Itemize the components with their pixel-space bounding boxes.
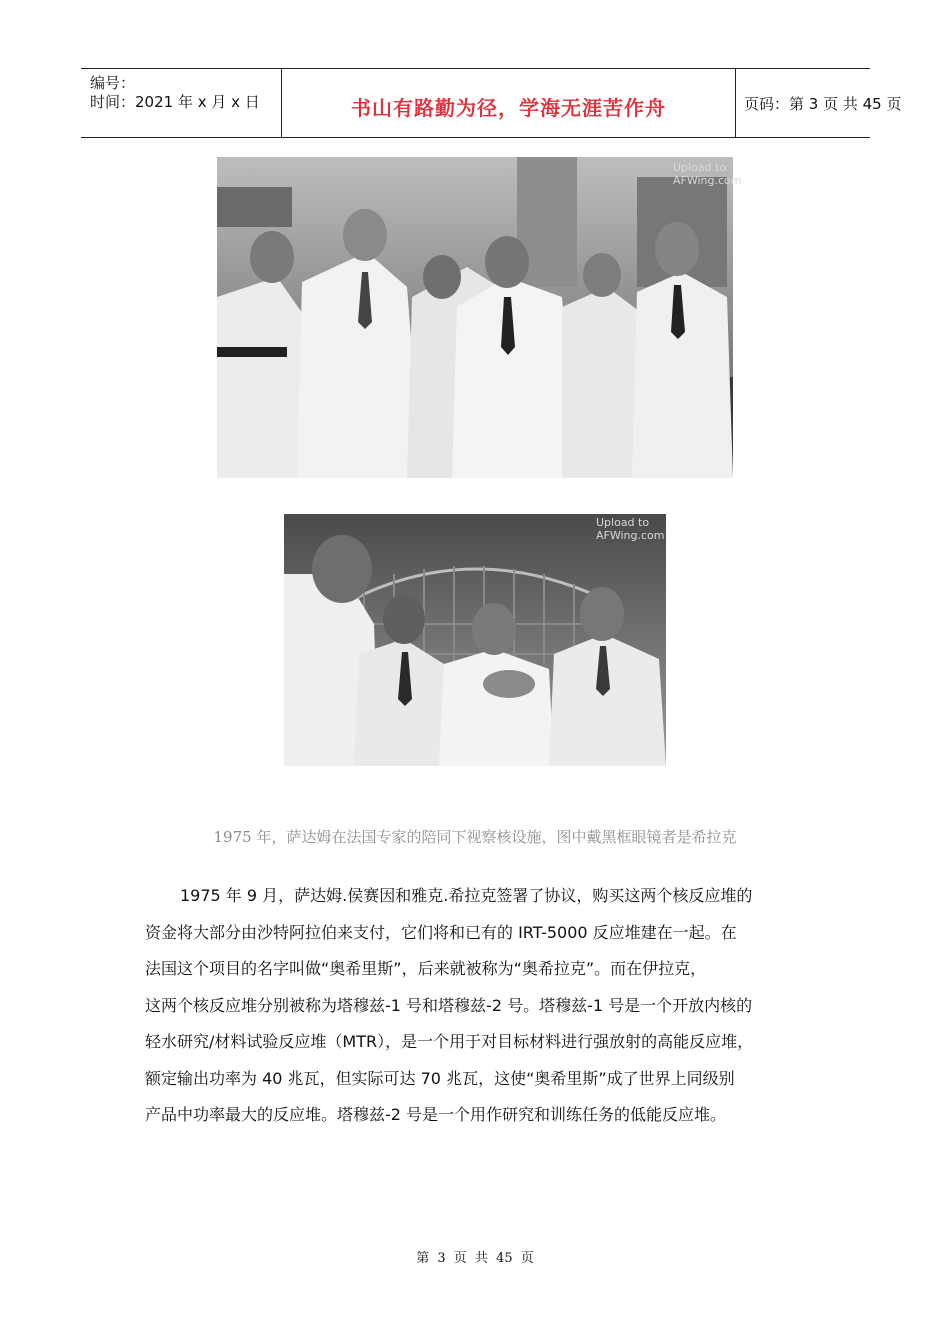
header-page-number: 页码：第 3 页 共 45 页 bbox=[744, 95, 902, 113]
header-motto: 书山有路勤为径，学海无涯苦作舟 bbox=[351, 96, 666, 120]
document-number-label: 编号： bbox=[90, 74, 136, 92]
page-footer: 第 3 页 共 45 页 bbox=[416, 1251, 534, 1266]
article-body bbox=[145, 878, 810, 1134]
photo-caption: 1975 年，萨达姆在法国专家的陪同下视察核设施，图中戴黑框眼镜者是希拉克 bbox=[213, 828, 737, 846]
body-line: 这两个核反应堆分别被称为塔穆兹-1 号和塔穆兹-2 号。塔穆兹-1 号是一个开放内核的 bbox=[145, 995, 753, 1015]
photo-inspection-group-image bbox=[217, 157, 733, 478]
document-date-label: 时间：2021 年 x 月 x 日 bbox=[90, 93, 260, 111]
header-meta-cell bbox=[81, 69, 281, 137]
header-motto-cell bbox=[281, 69, 736, 137]
body-line: 法国这个项目的名字叫做“奥希里斯”，后来就被称为“奥希拉克”。而在伊拉克， bbox=[145, 959, 707, 978]
header-page-cell bbox=[735, 69, 902, 137]
photo-reactor-visit bbox=[284, 514, 666, 766]
photo-inspection-group bbox=[217, 157, 742, 478]
document-header bbox=[81, 68, 902, 138]
body-line: 轻水研究/材料试验反应堆（MTR），是一个用于对目标材料进行强放射的高能反应堆， bbox=[145, 1032, 754, 1051]
photo-watermark: Upload to AFWing.com bbox=[596, 516, 665, 542]
body-line: 额定输出功率为 40 兆瓦，但实际可达 70 兆瓦，这使“奥希里斯”成了世界上同级别 bbox=[145, 1068, 735, 1088]
photo-reactor-visit-image bbox=[284, 514, 666, 766]
body-line: 资金将大部分由沙特阿拉伯来支付，它们将和已有的 IRT-5000 反应堆建在一起。在 bbox=[145, 922, 737, 942]
body-line: 1975 年 9 月，萨达姆.侯赛因和雅克.希拉克签署了协议，购买这两个核反应堆的 bbox=[180, 886, 753, 905]
body-line: 产品中功率最大的反应堆。塔穆兹-2 号是一个用作研究和训练任务的低能反应堆。 bbox=[145, 1105, 727, 1124]
photo-watermark: Upload to AFWing.com bbox=[673, 161, 742, 187]
